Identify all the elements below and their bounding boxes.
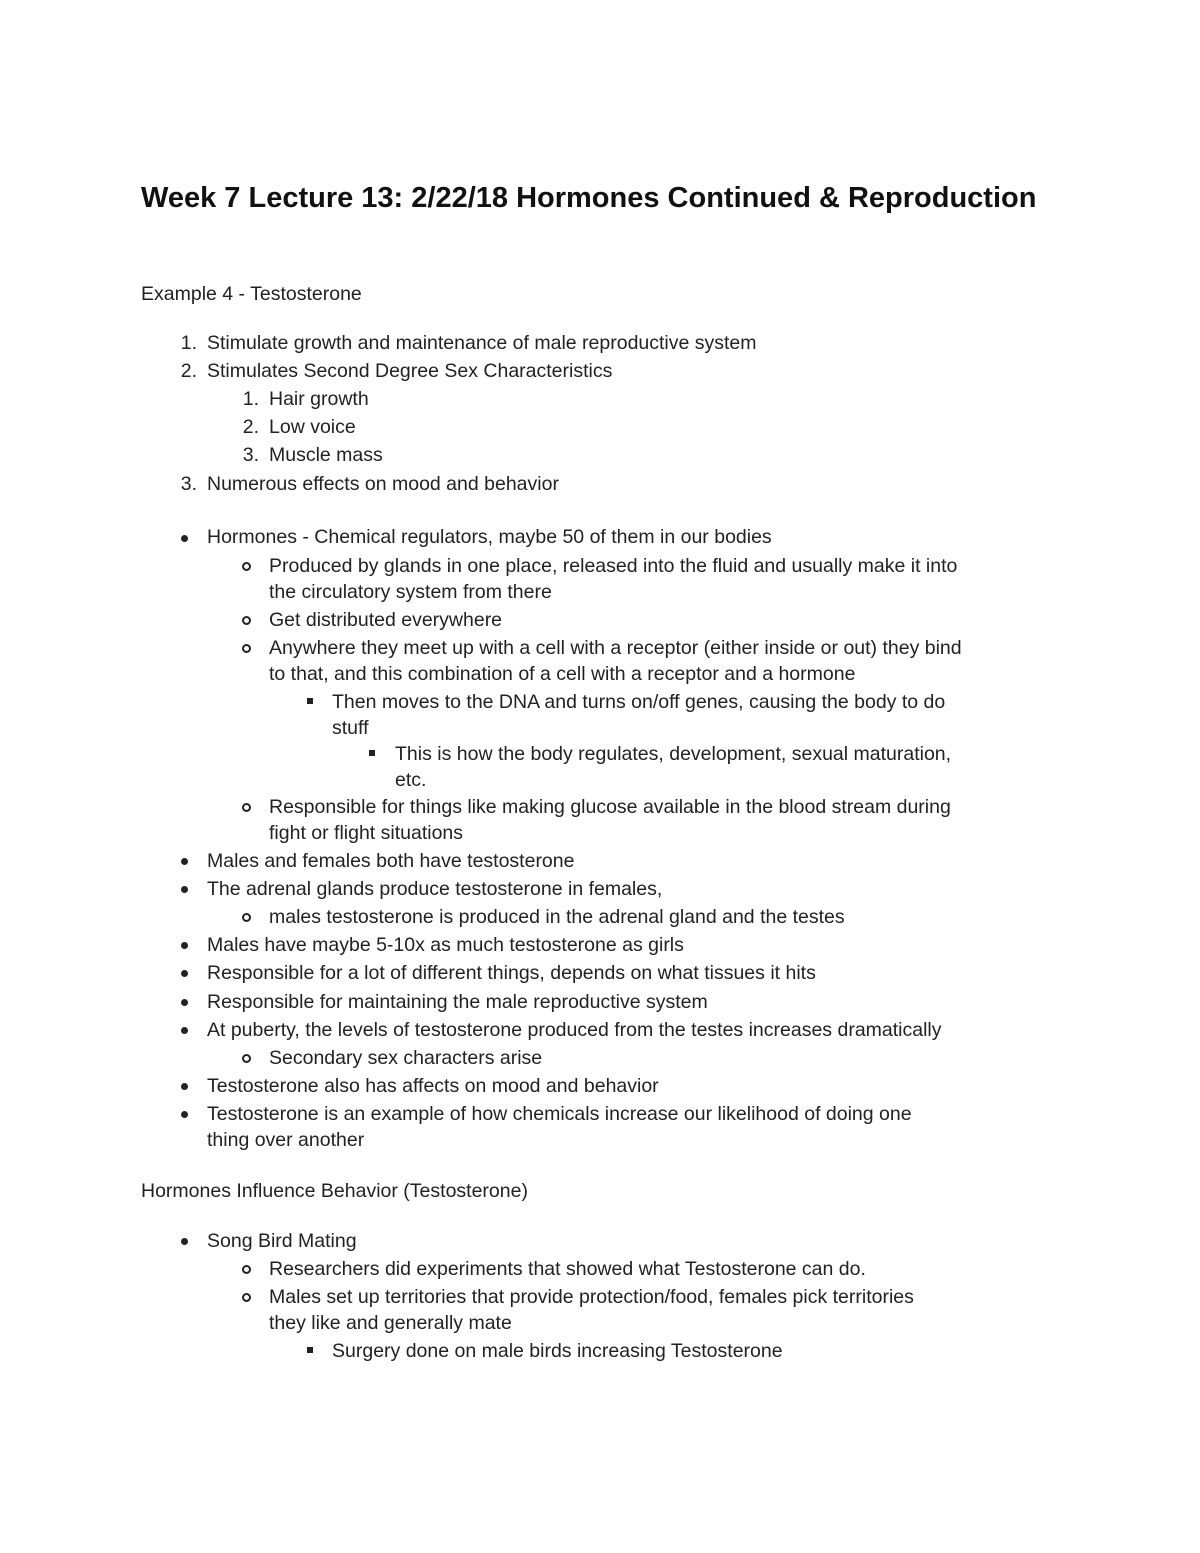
- list-item-continuation: to that, and this combination of a cell with a receptor and a hormone: [269, 663, 856, 685]
- disc-bullet-icon: [181, 1027, 188, 1034]
- list-item-continuation: stuff: [332, 717, 369, 739]
- list-item-continuation: thing over another: [207, 1129, 365, 1151]
- list-item: At puberty, the levels of testosterone produced from the testes increases dramatically: [207, 1019, 942, 1041]
- list-item: Surgery done on male birds increasing Testosterone: [332, 1340, 783, 1362]
- circle-bullet-icon: [242, 1054, 251, 1063]
- list-item: Anywhere they meet up with a cell with a receptor (either inside or out) they bind: [269, 637, 962, 659]
- list-marker: 3.: [242, 444, 259, 466]
- disc-bullet-icon: [181, 970, 188, 977]
- list-item: Then moves to the DNA and turns on/off genes, causing the body to do: [332, 691, 946, 713]
- circle-bullet-icon: [242, 1293, 251, 1302]
- disc-bullet-icon: [181, 942, 188, 949]
- list-item: males testosterone is produced in the adrenal gland and the testes: [269, 906, 845, 928]
- list-marker: 1.: [180, 332, 197, 354]
- list-marker: 1.: [242, 388, 259, 410]
- list-item: Hormones - Chemical regulators, maybe 50 of them in our bodies: [207, 526, 772, 548]
- list-item: Males and females both have testosterone: [207, 850, 575, 872]
- list-item-continuation: the circulatory system from there: [269, 581, 552, 603]
- disc-bullet-icon: [181, 858, 188, 865]
- list-item: Testosterone is an example of how chemicals increase our likelihood of doing one: [207, 1103, 912, 1125]
- circle-bullet-icon: [242, 644, 251, 653]
- list-item: 1. Hair growth: [269, 386, 369, 412]
- list-item: Males set up territories that provide protection/food, females pick territories: [269, 1286, 914, 1308]
- circle-bullet-icon: [242, 803, 251, 812]
- list-item: Researchers did experiments that showed what Testosterone can do.: [269, 1258, 866, 1280]
- list-item: Responsible for maintaining the male reproductive system: [207, 991, 708, 1013]
- list-item: Produced by glands in one place, released into the fluid and usually make it into: [269, 555, 958, 577]
- list-item: 2. Low voice: [269, 414, 356, 440]
- list-item: Get distributed everywhere: [269, 609, 503, 631]
- list-item: Secondary sex characters arise: [269, 1047, 543, 1069]
- list-item-continuation: fight or flight situations: [269, 822, 464, 844]
- disc-bullet-icon: [181, 535, 188, 542]
- list-item: Males have maybe 5-10x as much testosterone as girls: [207, 934, 684, 956]
- list-item: 2. Stimulates Second Degree Sex Characteristics: [207, 358, 612, 384]
- list-item: 1. Stimulate growth and maintenance of male reproductive system: [207, 330, 757, 356]
- disc-bullet-icon: [181, 886, 188, 893]
- list-marker: 2.: [242, 416, 259, 438]
- list-marker: 2.: [180, 360, 197, 382]
- list-item: Song Bird Mating: [207, 1230, 357, 1252]
- list-item: The adrenal glands produce testosterone in females,: [207, 878, 663, 900]
- list-item: Responsible for a lot of different things, depends on what tissues it hits: [207, 962, 816, 984]
- section-label-hormones-influence: Hormones Influence Behavior (Testosterone): [141, 1180, 528, 1202]
- circle-bullet-icon: [242, 913, 251, 922]
- disc-bullet-icon: [181, 999, 188, 1006]
- disc-bullet-icon: [181, 1083, 188, 1090]
- list-item: Testosterone also has affects on mood and behavior: [207, 1075, 659, 1097]
- list-item-continuation: etc.: [395, 769, 427, 791]
- disc-bullet-icon: [181, 1111, 188, 1118]
- list-item: Responsible for things like making glucose available in the blood stream during: [269, 796, 951, 818]
- list-item: 3. Muscle mass: [269, 442, 383, 468]
- circle-bullet-icon: [242, 1265, 251, 1274]
- list-marker: 3.: [180, 473, 197, 495]
- square-bullet-icon: [307, 698, 313, 704]
- circle-bullet-icon: [242, 616, 251, 625]
- circle-bullet-icon: [242, 562, 251, 571]
- list-item: 3. Numerous effects on mood and behavior: [207, 471, 559, 497]
- square-bullet-icon: [307, 1347, 313, 1353]
- page-title: Week 7 Lecture 13: 2/22/18 Hormones Continued & Reproduction: [141, 182, 1037, 214]
- section-label-example-4: Example 4 - Testosterone: [141, 283, 362, 305]
- list-item-continuation: they like and generally mate: [269, 1312, 512, 1334]
- disc-bullet-icon: [181, 1238, 188, 1245]
- list-item: This is how the body regulates, development, sexual maturation,: [395, 743, 952, 765]
- square-bullet-icon: [369, 750, 375, 756]
